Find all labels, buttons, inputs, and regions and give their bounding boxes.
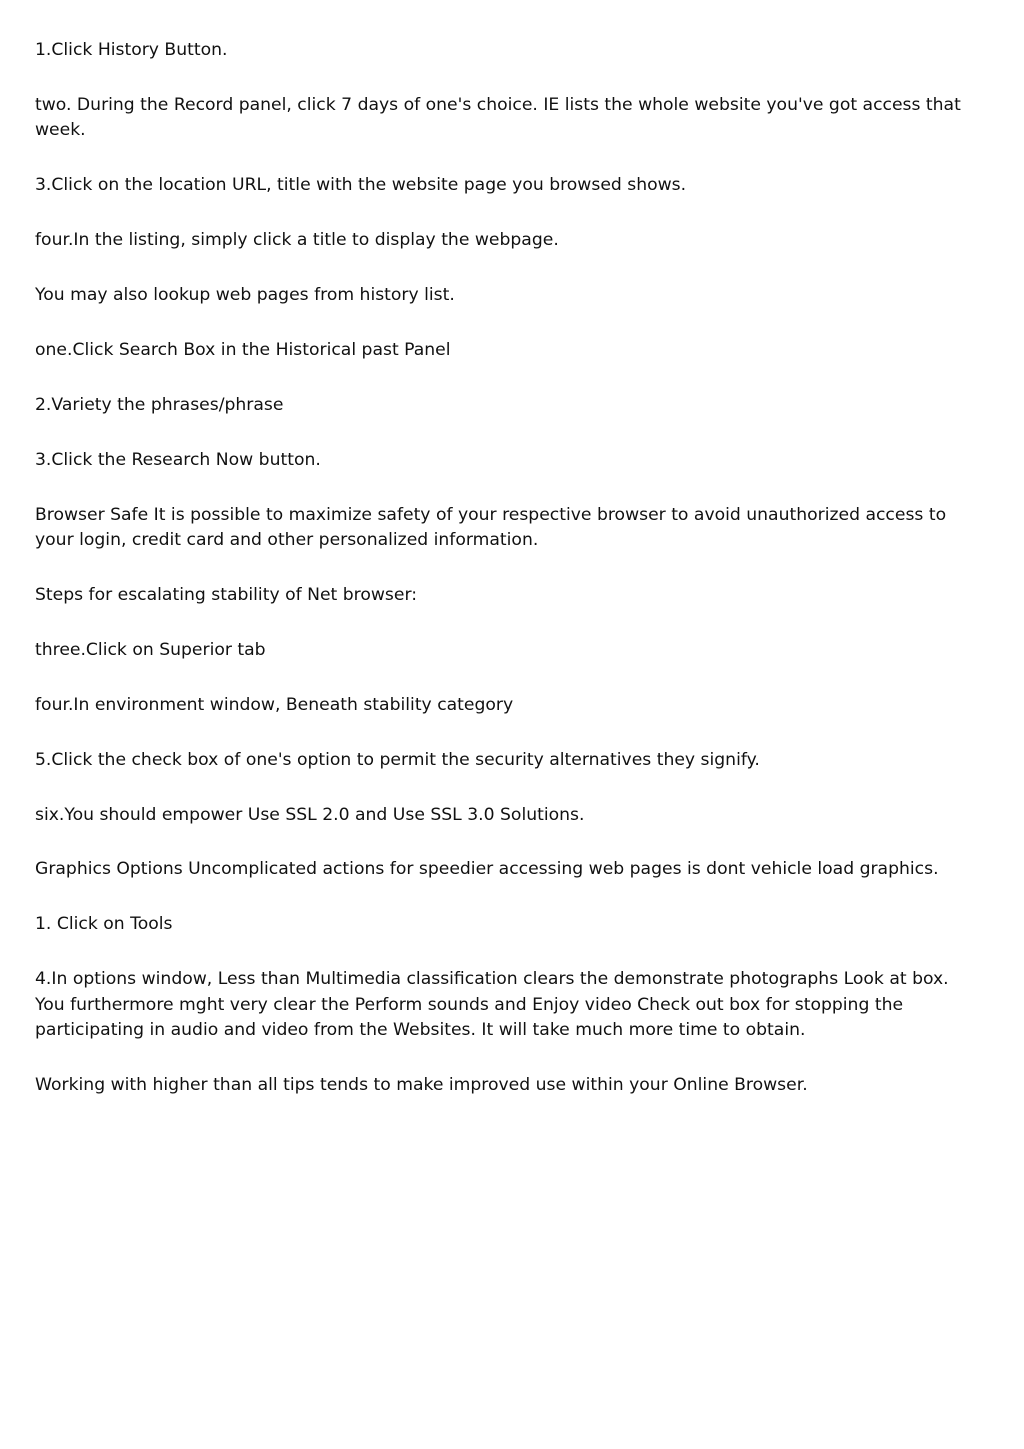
paragraph-security-step-5: 5.Click the check box of one's option to permit the security alternatives they signify.: [35, 749, 760, 770]
paragraph-search-step-3: 3.Click the Research Now button.: [35, 449, 321, 470]
paragraph-security-step-6: six.You should empower Use SSL 2.0 and Use SSL 3.0 Solutions.: [35, 804, 585, 825]
paragraph-history-search-intro: You may also lookup web pages from history list.: [35, 285, 455, 306]
paragraph-search-step-1: one.Click Search Box in the Historical past Panel: [35, 339, 451, 360]
paragraph-history-step-1: 1.Click History Button.: [35, 40, 228, 60]
paragraph-browser-safe: Browser Safe It is possible to maximize safety of your respective browser to avoid unauthorized access to your login, credit card and other personalized information.: [35, 504, 947, 551]
paragraph-closing: Working with higher than all tips tends to make improved use within your Online Browser.: [35, 1075, 808, 1096]
paragraph-search-step-2: 2.Variety the phrases/phrase: [35, 394, 284, 415]
paragraph-history-step-3: 3.Click on the location URL, title with the website page you browsed shows.: [35, 175, 687, 196]
document-page: [35, 38, 980, 1128]
paragraph-graphics-step-4: 4.In options window, Less than Multimedia classification clears the demonstrate photographs Look at box. You furthermore mght very clear the Perform sounds and Enjoy video Check out box for stopping the participating in audio and video from the Websites. It will take much more time to obtain.: [35, 969, 949, 1041]
paragraph-history-step-2: two. During the Record panel, click 7 days of one's choice. IE lists the whole website you've got access that week.: [35, 94, 961, 141]
paragraph-graphics-step-1: 1. Click on Tools: [35, 914, 173, 935]
paragraph-security-steps-intro: Steps for escalating stability of Net browser:: [35, 585, 418, 606]
paragraph-graphics-options: Graphics Options Uncomplicated actions for speedier accessing web pages is dont vehicle load graphics.: [35, 859, 939, 880]
paragraph-security-step-4: four.In environment window, Beneath stability category: [35, 694, 514, 715]
paragraph-history-step-4: four.In the listing, simply click a title to display the webpage.: [35, 230, 559, 251]
paragraph-security-step-3: three.Click on Superior tab: [35, 639, 266, 660]
